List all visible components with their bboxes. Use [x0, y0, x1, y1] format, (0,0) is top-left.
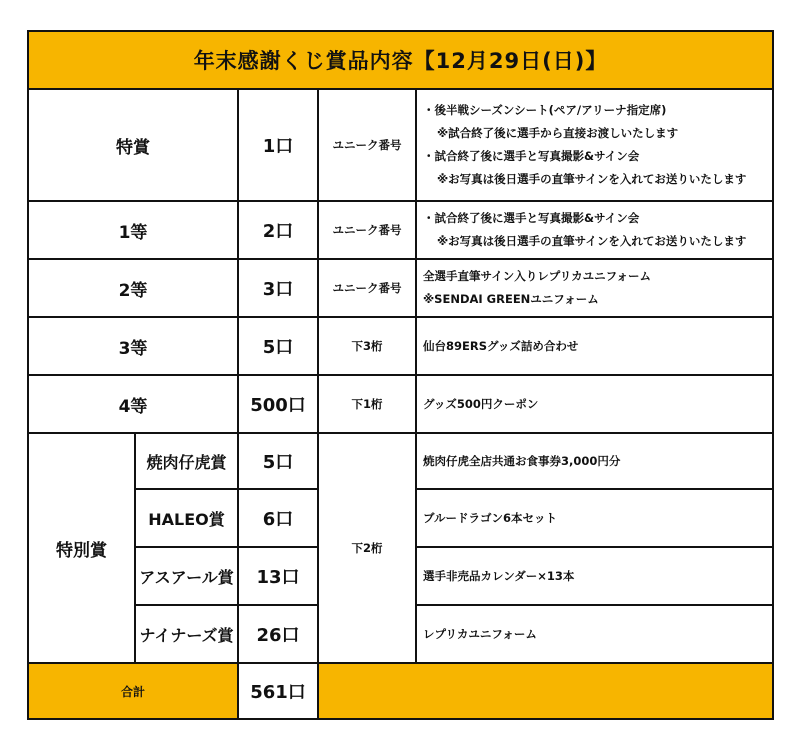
- draw-method: ユニーク番号: [318, 201, 416, 259]
- detail-note: ※試合終了後に選手から直接お渡しいたします: [437, 126, 679, 140]
- special-prize-label: 特別賞: [28, 433, 135, 663]
- prize-count: 2口: [238, 201, 318, 259]
- special-prize-name: 焼肉仔虎賞: [135, 433, 238, 489]
- prize-name: 4等: [28, 375, 238, 433]
- special-prize-name: HALEO賞: [135, 489, 238, 547]
- prize-detail: 焼肉仔虎全店共通お食事券3,000円分: [416, 433, 773, 489]
- total-count: 561口: [238, 663, 318, 719]
- prize-count: 5口: [238, 433, 318, 489]
- prize-detail: [416, 201, 773, 259]
- total-label: 合計: [28, 663, 238, 719]
- prize-count: 1口: [238, 89, 318, 201]
- prize-count: 26口: [238, 605, 318, 663]
- special-prize-name: アスアール賞: [135, 547, 238, 605]
- prize-count: 3口: [238, 259, 318, 317]
- prize-name: 2等: [28, 259, 238, 317]
- detail-note: ※お写真は後日選手の直筆サインを入れてお送りいたします: [437, 234, 747, 248]
- prize-name: 特賞: [28, 89, 238, 201]
- table-row: [28, 375, 773, 433]
- prize-count: 13口: [238, 547, 318, 605]
- prize-name: 3等: [28, 317, 238, 375]
- table-row: [28, 89, 773, 201]
- prize-count: 6口: [238, 489, 318, 547]
- prize-detail: レプリカユニフォーム: [416, 605, 773, 663]
- detail-note: ※お写真は後日選手の直筆サインを入れてお送りいたします: [437, 172, 747, 186]
- draw-method: ユニーク番号: [318, 89, 416, 201]
- prize-count: 500口: [238, 375, 318, 433]
- detail-line: ・試合終了後に選手と写真撮影&サイン会: [423, 211, 640, 225]
- title-row: [28, 31, 773, 89]
- detail-line: ・試合終了後に選手と写真撮影&サイン会: [423, 149, 640, 163]
- special-prize-name: ナイナーズ賞: [135, 605, 238, 663]
- prize-detail: ブルードラゴン6本セット: [416, 489, 773, 547]
- prize-name: 1等: [28, 201, 238, 259]
- detail-line: 全選手直筆サイン入りレプリカユニフォーム: [423, 269, 652, 283]
- draw-method: 下1桁: [318, 375, 416, 433]
- detail-note: ※SENDAI GREENユニフォーム: [423, 292, 599, 306]
- table-row: [28, 317, 773, 375]
- draw-method: 下2桁: [318, 433, 416, 663]
- table-row: [28, 433, 773, 489]
- prize-detail: [416, 89, 773, 201]
- total-row: [28, 663, 773, 719]
- prize-count: 5口: [238, 317, 318, 375]
- prize-detail: [416, 259, 773, 317]
- draw-method: ユニーク番号: [318, 259, 416, 317]
- prize-detail: 選手非売品カレンダー×13本: [416, 547, 773, 605]
- prize-table-container: [27, 30, 772, 720]
- total-blank: [318, 663, 773, 719]
- draw-method: 下3桁: [318, 317, 416, 375]
- prize-detail: 仙台89ERSグッズ詰め合わせ: [416, 317, 773, 375]
- prize-table: [27, 30, 774, 720]
- table-row: [28, 201, 773, 259]
- prize-detail: グッズ500円クーポン: [416, 375, 773, 433]
- table-row: [28, 259, 773, 317]
- page-title: 年末感謝くじ賞品内容【12月29日(日)】: [28, 31, 773, 89]
- detail-line: ・後半戦シーズンシート(ペア/アリーナ指定席): [423, 103, 667, 117]
